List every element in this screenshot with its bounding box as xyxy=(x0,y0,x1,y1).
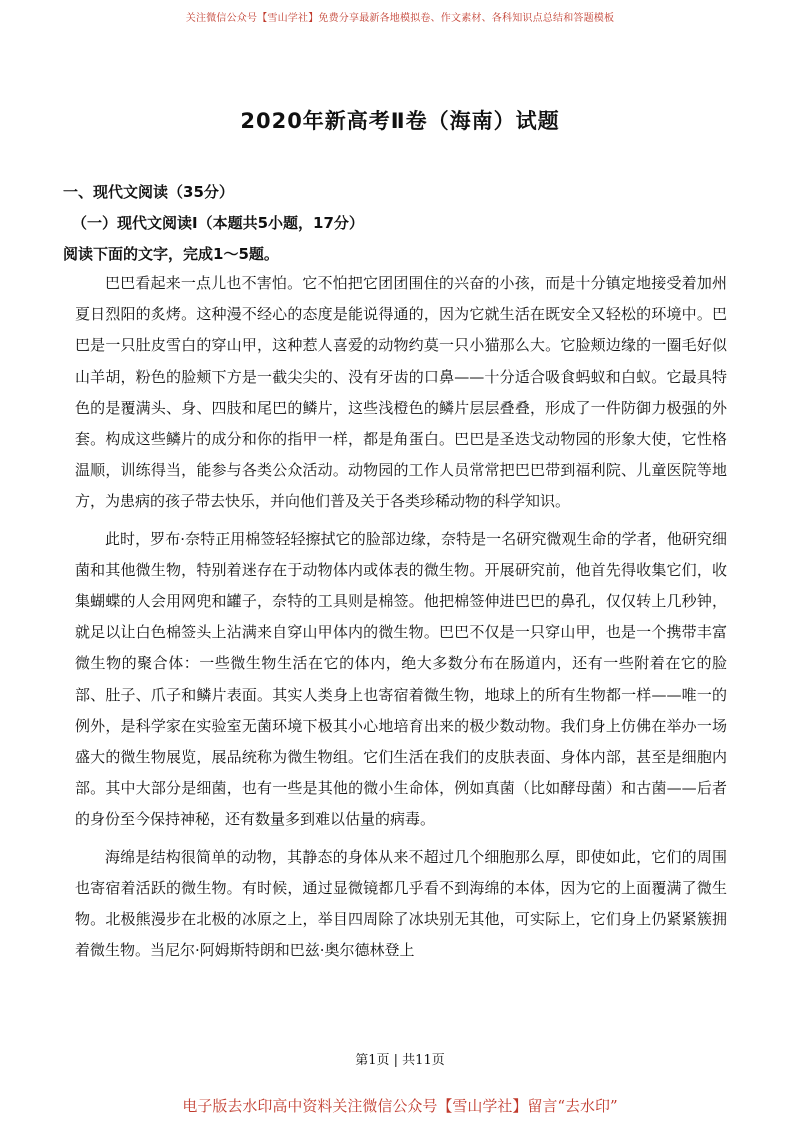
passage-paragraph: 巴巴看起来一点儿也不害怕。它不怕把它团团围住的兴奋的小孩，而是十分镇定地接受着加州夏日烈阳的炙烤。这种漫不经心的态度是能说得通的，因为它就生活在既安全又轻松的环境中。巴巴是一只肚皮雪白的穿山甲，这种惹人喜爱的动物约莫一只小猫那么大。它脸颊边缘的一圈毛好似山羊胡，粉色的脸颊下方是一截尖尖的、没有牙齿的口鼻——十分适合吸食蚂蚁和白蚁。它最具特色的是覆满头、身、四肢和尾巴的鳞片，这些浅橙色的鳞片层层叠叠，形成了一件防御力极强的外套。构成这些鳞片的成分和你的指甲一样，都是角蛋白。巴巴是圣迭戈动物园的形象大使，它性格温顺，训练得当，能参与各类公众活动。动物园的工作人员常常把巴巴带到福利院、儿童医院等地方，为患病的孩子带去快乐，并向他们普及关于各类珍稀动物的科学知识。 xyxy=(75,274,727,511)
subsection-heading: （一）现代文阅读Ⅰ（本题共5小题，17分） xyxy=(72,214,364,232)
bottom-banner: 电子版去水印高中资料关注微信公众号【雪山学社】留言“去水印” xyxy=(182,1097,618,1115)
page-title: 2020年新高考Ⅱ卷（海南）试题 xyxy=(240,109,560,133)
section-heading: 一、现代文阅读（35分） xyxy=(63,183,234,201)
instruction-text: 阅读下面的文字，完成1～5题。 xyxy=(63,245,279,263)
passage-paragraph: 此时，罗布·奈特正用棉签轻轻擦拭它的脸部边缘，奈特是一名研究微观生命的学者，他研究细菌和其他微生物，特别着迷存在于动物体内或体表的微生物。开展研究前，他首先得收集它们，收集蝴蝶的人会用网兜和罐子，奈特的工具则是棉签。他把棉签伸进巴巴的鼻孔，仅仅转上几秒钟，就足以让白色棉签头上沾满来自穿山甲体内的微生物。巴巴不仅是一只穿山甲，也是一个携带丰富微生物的聚合体：一些微生物生活在它的体内，绝大多数分布在肠道内，还有一些附着在它的脸部、肚子、爪子和鳞片表面。其实人类身上也寄宿着微生物，地球上的所有生物都一样——唯一的例外，是科学家在实验室无菌环境下极其小心地培育出来的极少数动物。我们身上仿佛在举办一场盛大的微生物展览，展品统称为微生物组。它们生活在我们的皮肤表面、身体内部，甚至是细胞内部。其中大部分是细菌，也有一些是其他的微小生命体，例如真菌（比如酵母菌）和古菌——后者的身份至今保持神秘，还有数量多到难以估量的病毒。 xyxy=(75,529,727,829)
top-banner: 关注微信公众号【雪山学社】免费分享最新各地模拟卷、作文素材、各科知识点总结和答题模板 xyxy=(185,13,615,24)
passage-paragraph: 海绵是结构很简单的动物，其静态的身体从来不超过几个细胞那么厚，即使如此，它们的周围也寄宿着活跃的微生物。有时候，通过显微镜都几乎看不到海绵的本体，因为它的上面覆满了微生物。北极熊漫步在北极的冰原之上，举目四周除了冰块别无其他，可实际上，它们身上仍紧紧簇拥着微生物。当尼尔·阿姆斯特朗和巴兹·奥尔德林登上 xyxy=(75,847,727,960)
page-footer: 第1页 | 共11页 xyxy=(355,1053,445,1068)
reading-passage xyxy=(75,268,727,972)
